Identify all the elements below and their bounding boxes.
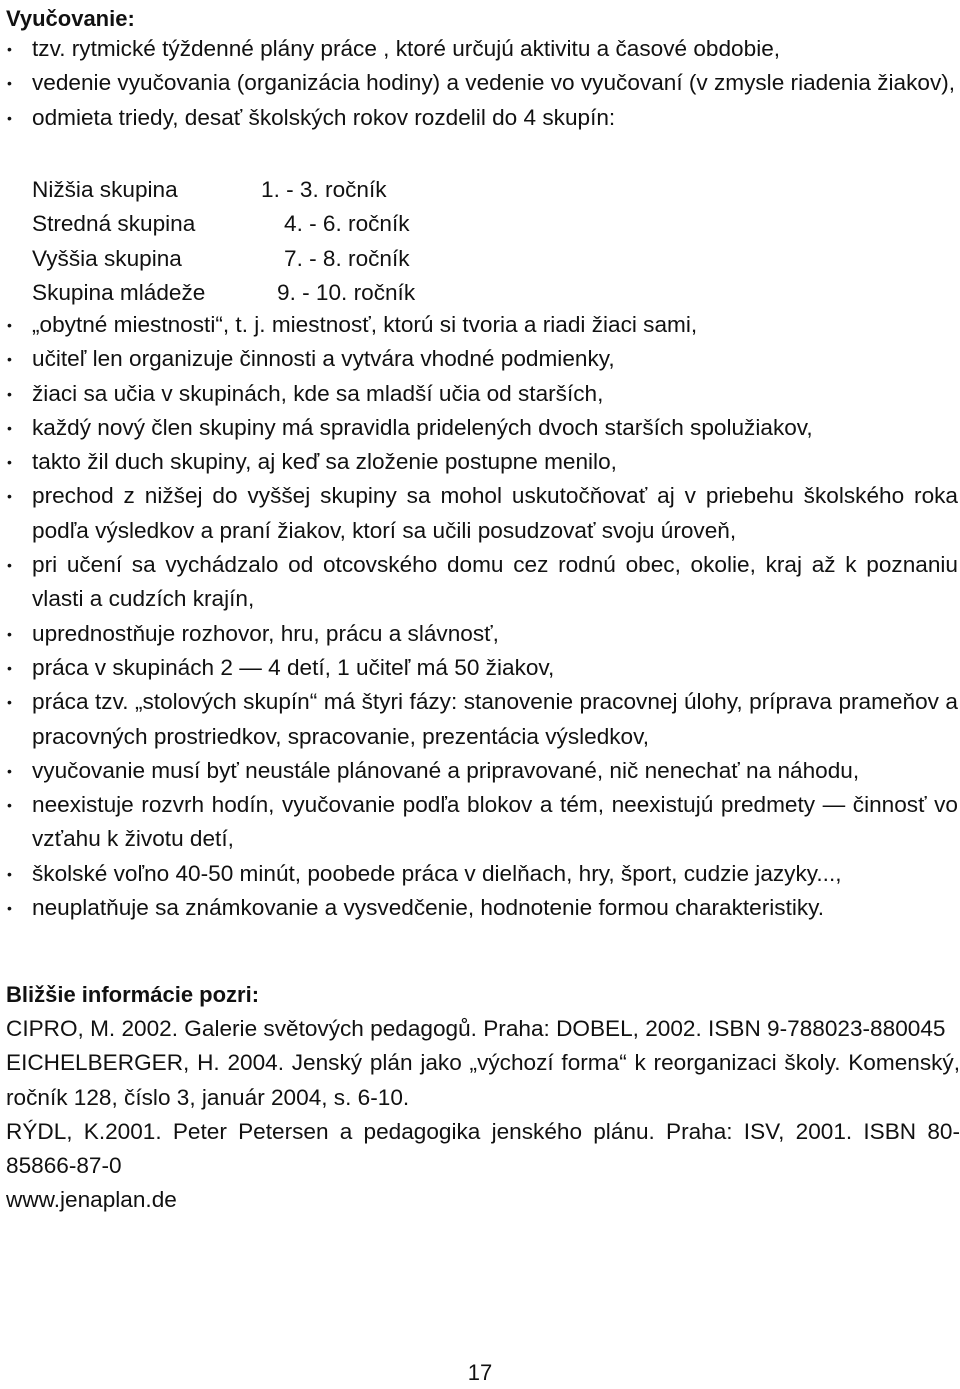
bullet-item: • neuplatňuje sa známkovanie a vysvedčenie, hodnotenie formou charakteristiky. (0, 891, 958, 925)
bullet-item: • každý nový člen skupiny má spravidla pridelených dvoch starších spolužiakov, (0, 411, 958, 445)
reference-link[interactable]: www.jenaplan.de (6, 1187, 177, 1213)
bullet-item: • práca tzv. „stolových skupín“ má štyri fázy: stanovenie pracovnej úlohy, príprava prameňov a pracovných prostriedkov, spracovanie, prezentácia výsledkov, (0, 685, 958, 754)
group-table (32, 173, 632, 310)
group-row (32, 242, 632, 276)
bullet-item: • vyučovanie musí byť neustále plánované a pripravované, nič nenechať na náhodu, (0, 754, 958, 788)
group-name: Stredná skupina (32, 211, 196, 237)
bullet-item: • tzv. rytmické týždenné plány práce , ktoré určujú aktivitu a časové obdobie, (0, 32, 958, 66)
bullet-item: • pri učení sa vychádzalo od otcovského domu cez rodnú obec, okolie, kraj až k poznaniu vlasti a cudzích krajín, (0, 548, 958, 617)
group-name: Skupina mládeže (32, 279, 206, 305)
reference-item: RÝDL, K.2001. Peter Petersen a pedagogika jenského plánu. Praha: ISV, 2001. ISBN 80-85866-87-0 (6, 1118, 960, 1179)
group-name: Nižšia skupina (32, 177, 178, 202)
reference-item: EICHELBERGER, H. 2004. Jenský plán jako „výchozí forma“ k reorganizaci školy. Komenský, ročník 128, číslo 3, január 2004, s. 6-10. (6, 1050, 960, 1110)
bullet-list-bottom (0, 308, 960, 925)
group-range: 9. - 10. ročník (277, 279, 416, 305)
bullet-item: • odmieta triedy, desať školských rokov rozdelil do 4 skupín: (0, 101, 958, 135)
group-row (32, 207, 632, 241)
bullet-item: • práca v skupinách 2 — 4 detí, 1 učiteľ má 50 žiakov, (0, 651, 958, 685)
bullet-item: • prechod z nižšej do vyššej skupiny sa mohol uskutočňovať aj v priebehu školského roka podľa výsledkov a praní žiakov, ktorí sa učili posudzovať svoju úroveň, (0, 479, 958, 548)
bullet-item: • takto žil duch skupiny, aj keď sa zloženie postupne menilo, (0, 445, 958, 479)
references-list (6, 1012, 960, 1218)
section-title: Vyučovanie: (6, 6, 135, 31)
bullet-item: • uprednostňuje rozhovor, hru, prácu a slávnosť, (0, 617, 958, 651)
bullet-item: • učiteľ len organizuje činnosti a vytvára vhodné podmienky, (0, 342, 958, 376)
references-title: Bližšie informácie pozri: (6, 982, 260, 1007)
bullet-item: • neexistuje rozvrh hodín, vyučovanie podľa blokov a tém, neexistujú predmety — činnosť vo vzťahu k životu detí, (0, 788, 958, 857)
bullet-item: • „obytné miestnosti“, t. j. miestnosť, ktorú si tvoria a riadi žiaci sami, (0, 308, 958, 342)
group-row (32, 276, 632, 310)
group-range: 1. - 3. ročník (261, 177, 387, 202)
group-range: 4. - 6. ročník (284, 211, 410, 237)
group-range: 7. - 8. ročník (284, 245, 410, 271)
bullet-item: • žiaci sa učia v skupinách, kde sa mladší učia od starších, (0, 377, 958, 411)
group-row (32, 173, 632, 207)
bullet-item: • školské voľno 40-50 minút, poobede práca v dielňach, hry, šport, cudzie jazyky..., (0, 857, 958, 891)
group-name: Vyššia skupina (32, 245, 182, 271)
bullet-list-top (0, 32, 960, 135)
bullet-item: • vedenie vyučovania (organizácia hodiny) a vedenie vo vyučovaní (v zmysle riadenia žiakov), (0, 66, 958, 100)
page-number: 17 (467, 1360, 493, 1385)
reference-item: CIPRO, M. 2002. Galerie světových pedagogů. Praha: DOBEL, 2002. ISBN 9-788023-880045 (6, 1016, 946, 1041)
